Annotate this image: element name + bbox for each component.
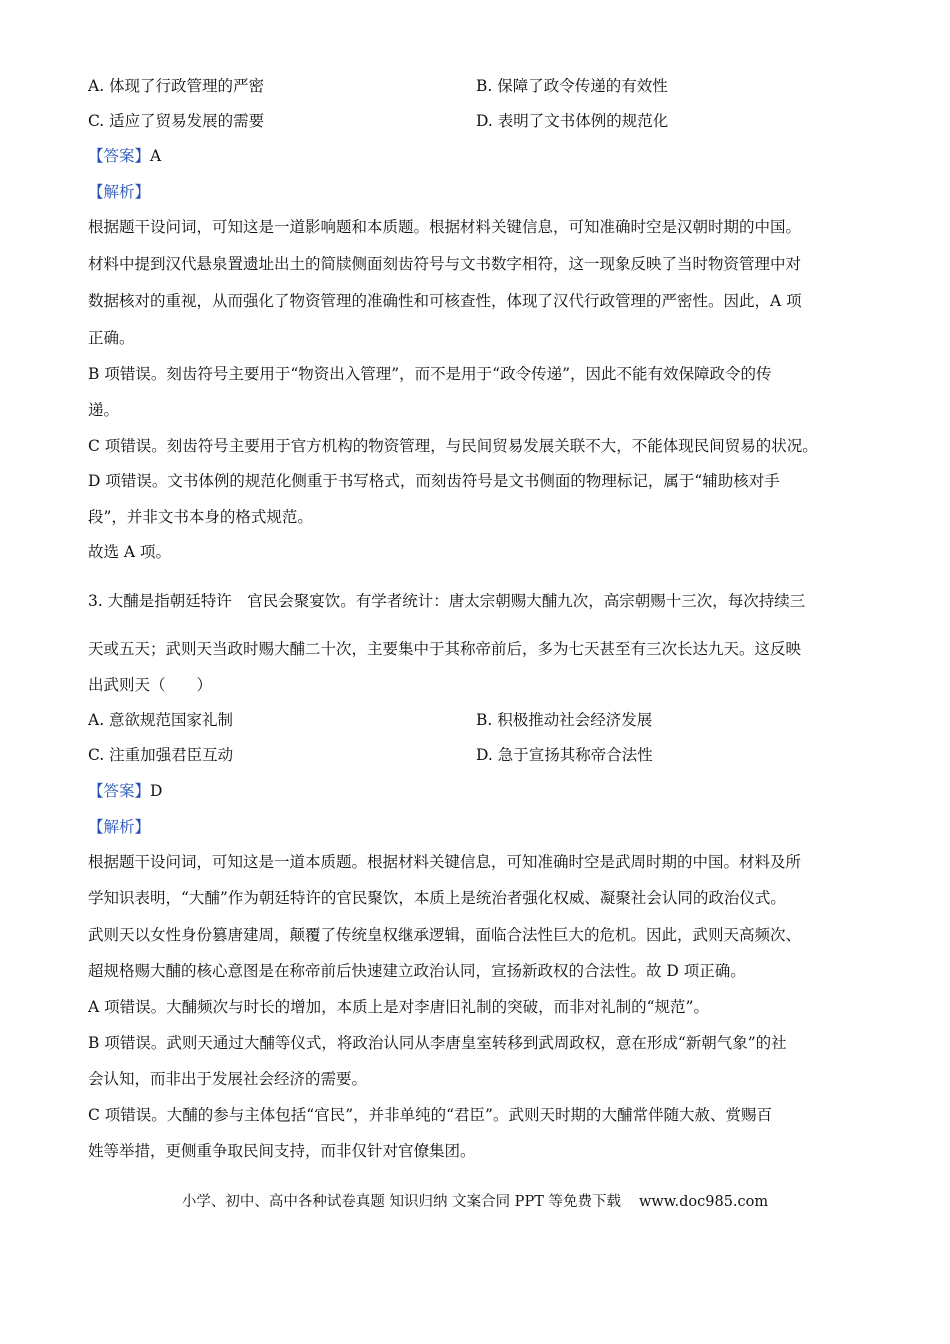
q2-analysis-label: 【解析】 xyxy=(88,183,151,201)
q2-analysis-line: 数据核对的重视，从而强化了物资管理的准确性和可核查性，体现了汉代行政管理的严密性。因此，A 项 xyxy=(88,292,802,310)
q3-answer xyxy=(88,781,162,801)
q2-analysis-line: B 项错误。刻齿符号主要用于“物资出入管理”，而不是用于“政令传递”，因此不能有效保障政令的传 xyxy=(88,365,772,383)
q3-analysis-line: B 项错误。武则天通过大酺等仪式，将政治认同从李唐皇室转移到武周政权，意在形成“新朝气象”的社 xyxy=(88,1034,787,1052)
q3-option-c: C. 注重加强君臣互动 xyxy=(88,746,234,764)
q2-option-a: A. 体现了行政管理的严密 xyxy=(88,77,265,95)
q2-analysis-line: 正确。 xyxy=(88,329,135,347)
q3-analysis-line: 会认知，而非出于发展社会经济的需要。 xyxy=(88,1070,368,1088)
q2-option-d: D. 表明了文书体例的规范化 xyxy=(476,112,669,130)
q3-analysis-line: A 项错误。大酺频次与时长的增加，本质上是对李唐旧礼制的突破，而非对礼制的“规范”。 xyxy=(88,998,709,1016)
q2-analysis-line: 材料中提到汉代悬泉置遗址出土的简牍侧面刻齿符号与文书数字相符，这一现象反映了当时物资管理中对 xyxy=(88,255,802,273)
q3-analysis-line: 超规格赐大酺的核心意图是在称帝前后快速建立政治认同，宣扬新政权的合法性。故 D 项正确。 xyxy=(88,962,746,980)
q3-stem: 3. 大酺是指朝廷特许 官民会聚宴饮。有学者统计：唐太宗朝赐大酺九次，高宗朝赐十三次，每次持续三 xyxy=(88,592,806,610)
q2-option-c: C. 适应了贸易发展的需要 xyxy=(88,112,265,130)
q3-stem: 天或五天；武则天当政时赐大酺二十次，主要集中于其称帝前后，多为七天甚至有三次长达九天。这反映 xyxy=(88,640,802,658)
q2-analysis-line: 根据题干设问词，可知这是一道影响题和本质题。根据材料关键信息，可知准确时空是汉朝时期的中国。 xyxy=(88,218,802,236)
q3-analysis-line: 根据题干设问词，可知这是一道本质题。根据材料关键信息，可知准确时空是武周时期的中国。材料及所 xyxy=(88,853,802,871)
q3-option-d: D. 急于宣扬其称帝合法性 xyxy=(476,746,653,764)
q2-analysis-line: 故选 A 项。 xyxy=(88,543,172,561)
q2-option-b: B. 保障了政令传递的有效性 xyxy=(476,77,668,95)
q3-analysis-label: 【解析】 xyxy=(88,818,151,836)
q2-answer-value: A xyxy=(150,147,162,165)
footer-url[interactable]: www.doc985.com xyxy=(638,1194,769,1210)
q3-analysis-line: 武则天以女性身份篡唐建周，颠覆了传统皇权继承逻辑，面临合法性巨大的危机。因此，武则天高频次、 xyxy=(88,926,802,944)
q3-answer-label: 【答案】 xyxy=(88,782,151,800)
q2-analysis-line: D 项错误。文书体例的规范化侧重于书写格式，而刻齿符号是文书侧面的物理标记，属于“辅助核对手 xyxy=(88,472,780,490)
q2-analysis-line: C 项错误。刻齿符号主要用于官方机构的物资管理，与民间贸易发展关联不大，不能体现民间贸易的状况。 xyxy=(88,437,818,455)
q2-answer xyxy=(88,146,161,166)
q3-analysis-line: C 项错误。大酺的参与主体包括“官民”，并非单纯的“君臣”。武则天时期的大酺常伴随大赦、赏赐百 xyxy=(88,1106,772,1124)
q3-analysis-line: 学知识表明，“大酺”作为朝廷特许的官民聚饮，本质上是统治者强化权威、凝聚社会认同的政治仪式。 xyxy=(88,889,786,907)
q2-analysis-line: 递。 xyxy=(88,401,120,419)
q3-stem: 出武则天（ ） xyxy=(88,676,213,694)
q3-answer-value: D xyxy=(150,782,163,800)
footer-text: 小学、初中、高中各种试卷真题 知识归纳 文案合同 PPT 等免费下载 xyxy=(181,1194,621,1210)
q2-answer-label: 【答案】 xyxy=(88,147,151,165)
q3-option-a: A. 意欲规范国家礼制 xyxy=(88,711,234,729)
q2-analysis-line: 段”，并非文书本身的格式规范。 xyxy=(88,508,313,526)
page-footer xyxy=(0,1190,950,1211)
q3-option-b: B. 积极推动社会经济发展 xyxy=(476,711,653,729)
q3-analysis-line: 姓等举措，更侧重争取民间支持，而非仅针对官僚集团。 xyxy=(88,1142,476,1160)
